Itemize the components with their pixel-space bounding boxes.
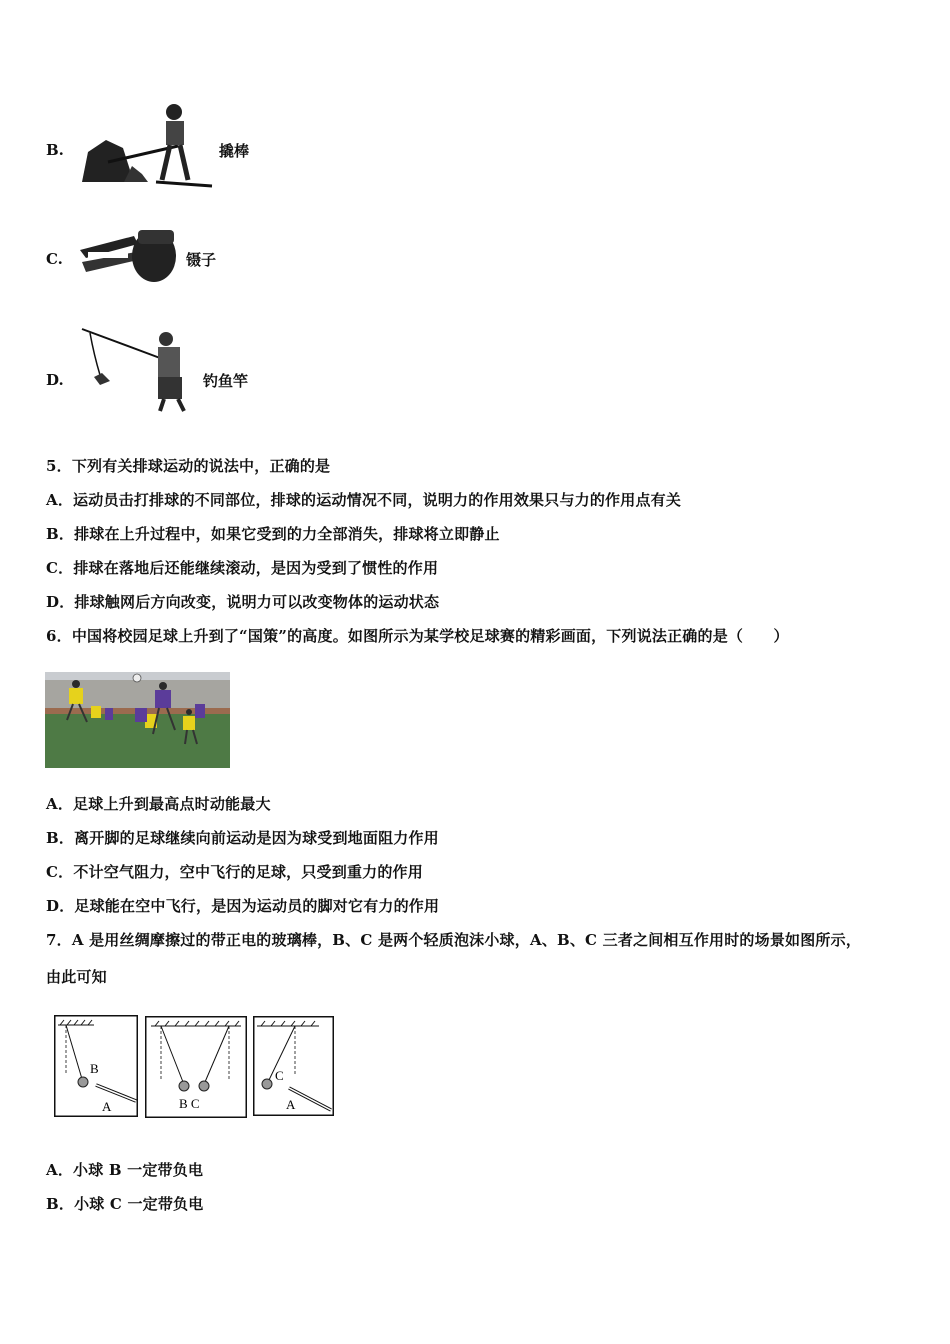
crowbar-lever-figure [78,100,218,190]
q5-option-d: D．排球触网后方向改变，说明力可以改变物体的运动状态 [46,593,440,611]
option-d-label: 钓鱼竿 [203,372,249,390]
pendulum-panel-3 [253,1016,334,1116]
q7-stem-line1: 7．A 是用丝绸摩擦过的带正电的玻璃棒，B、C 是两个轻质泡沫小球，A、B、C 三者之间相互作用时的场景如图所示， [46,931,862,949]
pendulum-panel-1 [54,1015,138,1117]
panel3-ball-label: C [275,1068,284,1083]
option-letter-c: C. [46,250,63,268]
fishing-rod-figure [80,325,192,413]
q5-option-b: B．排球在上升过程中，如果它受到的力全部消失，排球将立即静止 [46,525,500,543]
option-c-label: 镊子 [186,251,217,269]
panel3-rod-label: A [286,1097,296,1112]
q5-option-a: A．运动员击打排球的不同部位，排球的运动情况不同，说明力的作用效果只与力的作用点有关 [46,491,682,509]
q6-option-b: B．离开脚的足球继续向前运动是因为球受到地面阻力作用 [46,829,439,847]
option-letter-b: B. [46,141,64,159]
pendulum-panel-2 [145,1016,247,1118]
panel1-rod-label: A [102,1099,112,1114]
q7-option-b: B．小球 C 一定带负电 [46,1195,204,1213]
q6-option-d: D．足球能在空中飞行，是因为运动员的脚对它有力的作用 [46,897,440,915]
q6-option-a: A．足球上升到最高点时动能最大 [46,795,271,813]
q7-stem-line2: 由此可知 [46,968,107,986]
panel2-balls-label: B C [179,1096,200,1111]
tweezers-figure [78,222,184,284]
football-match-photo [45,672,230,768]
q5-stem: 5．下列有关排球运动的说法中，正确的是 [46,457,331,475]
option-letter-d: D. [46,371,64,389]
q5-option-c: C．排球在落地后还能继续滚动，是因为受到了惯性的作用 [46,559,439,577]
panel1-ball-label: B [90,1061,99,1076]
q6-option-c: C．不计空气阻力，空中飞行的足球，只受到重力的作用 [46,863,423,881]
q7-option-a: A．小球 B 一定带负电 [46,1161,204,1179]
option-b-label: 撬棒 [219,142,250,160]
q6-stem: 6．中国将校园足球上升到了“国策”的高度。如图所示为某学校足球赛的精彩画面，下列说法正确的是（ ） [46,627,789,645]
